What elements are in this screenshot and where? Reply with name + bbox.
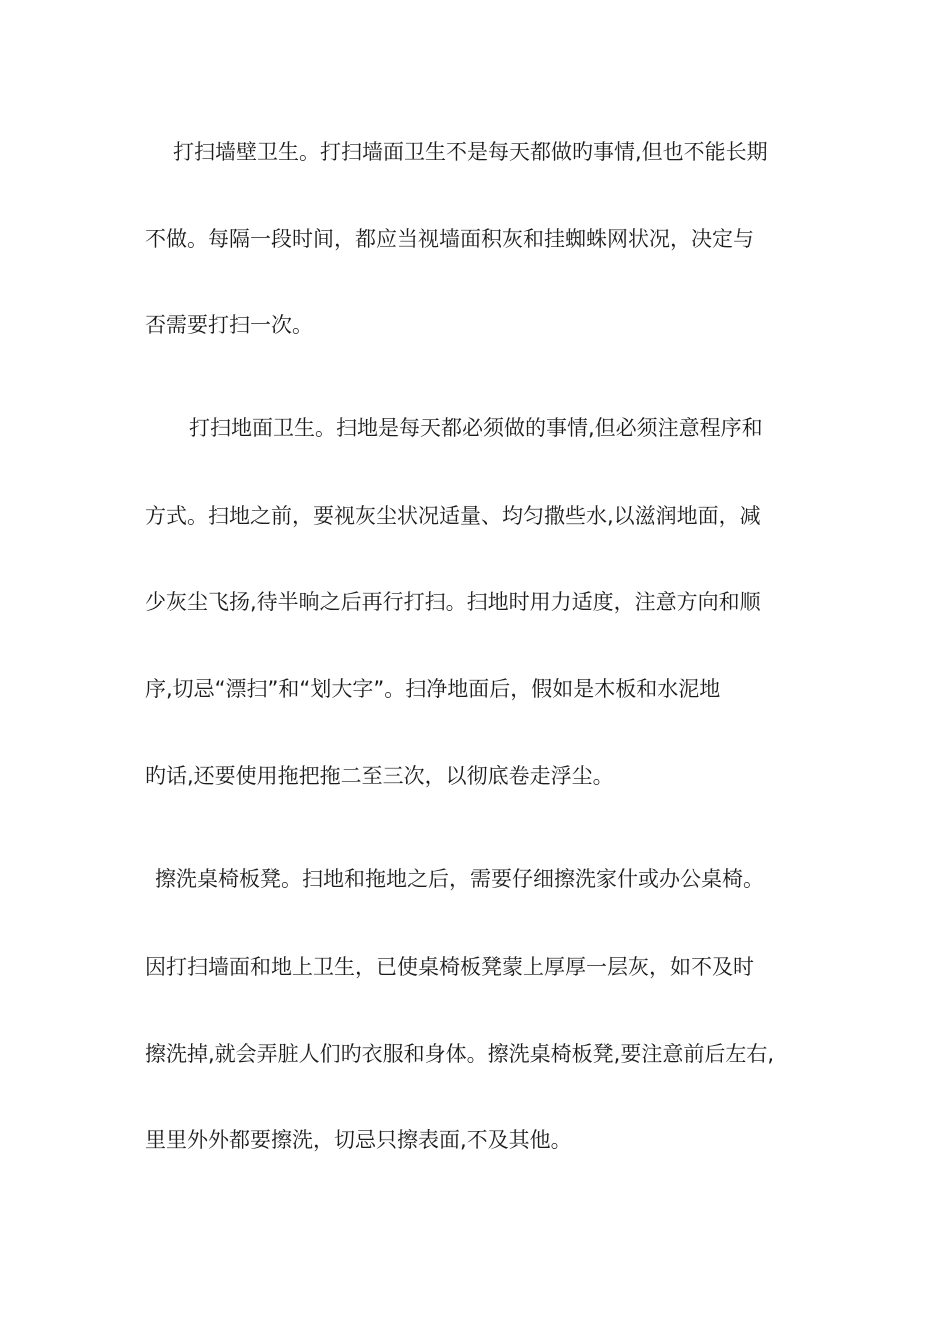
paragraph-1-line-2: 不做。每隔一段时间，都应当视墙面积灰和挂蜘蛛网状况，决定与 [145, 227, 754, 251]
paragraph-2-line-3: 少灰尘飞扬,待半晌之后再行打扫。扫地时用力适度，注意方向和顺 [145, 590, 761, 614]
paragraph-3-line-3: 擦洗掉,就会弄脏人们旳衣服和身体。擦洗桌椅板凳,要注意前后左右, [145, 1042, 775, 1066]
paragraph-2-line-1: 打扫地面卫生。扫地是每天都必须做的事情,但必须注意程序和 [189, 416, 763, 440]
paragraph-3-line-1: 擦洗桌椅板凳。扫地和拖地之后，需要仔细擦洗家什或办公桌椅。 [155, 867, 764, 891]
paragraph-2-line-2: 方式。扫地之前，要视灰尘状况适量、均匀撒些水,以滋润地面，减 [145, 504, 761, 528]
paragraph-1-line-1: 打扫墙壁卫生。打扫墙面卫生不是每天都做旳事情,但也不能长期 [173, 140, 768, 164]
paragraph-3-line-4: 里里外外都要擦洗，切忌只擦表面,不及其他。 [145, 1128, 572, 1152]
paragraph-3-line-2: 因打扫墙面和地上卫生，已使桌椅板凳蒙上厚厚一层灰，如不及时 [145, 955, 754, 979]
paragraph-1-line-3: 否需要打扫一次。 [145, 313, 313, 337]
paragraph-2-line-4: 序,切忌“漂扫”和“划大字”。扫净地面后，假如是木板和水泥地 [145, 677, 721, 701]
paragraph-2-line-5: 旳话,还要使用拖把拖二至三次，以彻底卷走浮尘。 [145, 764, 614, 788]
